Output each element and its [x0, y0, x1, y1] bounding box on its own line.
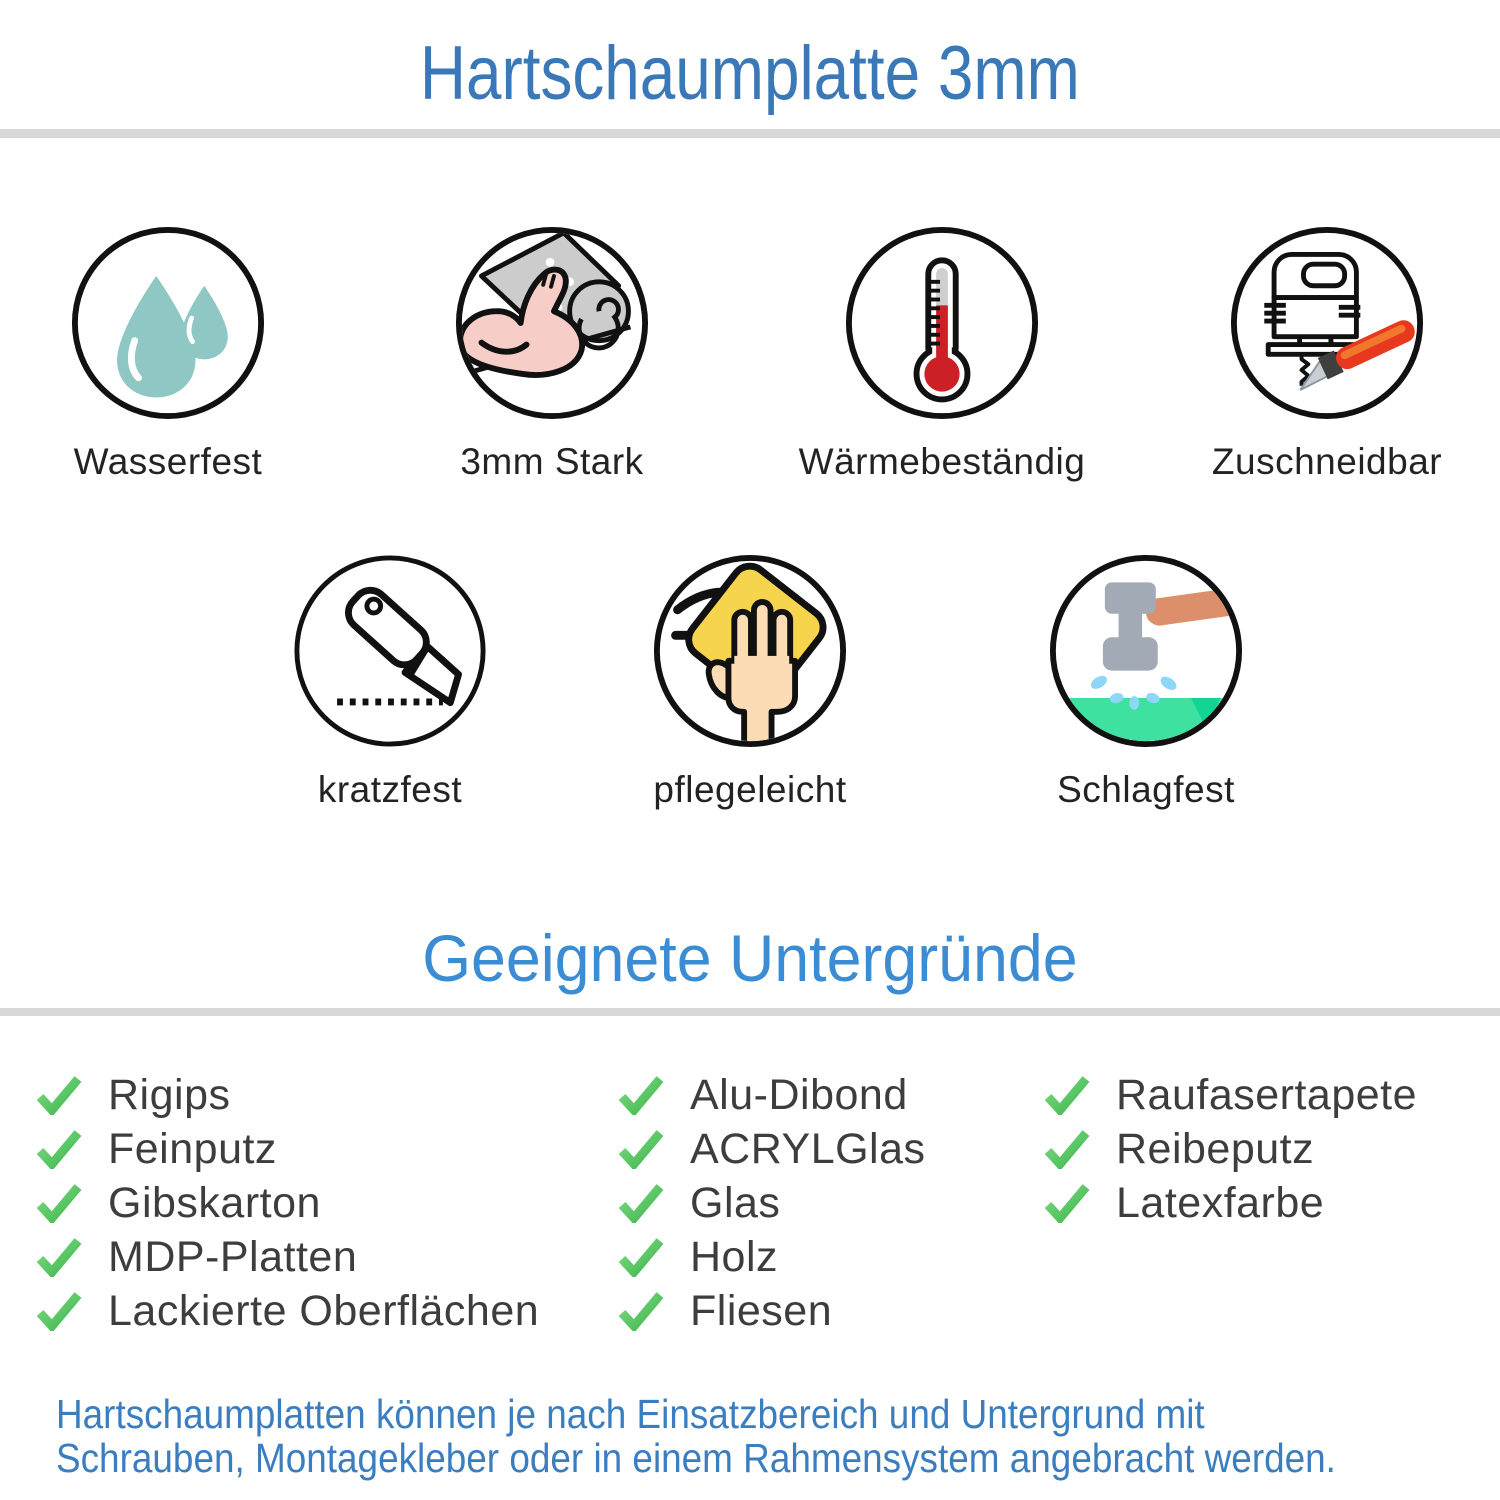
feature-3mm-stark — [392, 225, 712, 483]
substrate-column-3 — [1044, 1068, 1417, 1230]
page-title — [0, 30, 1500, 117]
check-icon — [36, 1075, 82, 1115]
check-icon — [36, 1183, 82, 1223]
check-icon — [1044, 1183, 1090, 1223]
feature-waermebestaendig — [782, 225, 1102, 483]
section-title-text: Geeignete Untergründe — [422, 921, 1078, 995]
feature-label: 3mm Stark — [460, 441, 644, 482]
divider — [0, 129, 1500, 138]
feature-label: Zuschneidbar — [1211, 441, 1443, 482]
muscle-arm-icon — [454, 225, 650, 421]
hammer-impact-icon — [1048, 553, 1244, 749]
substrate-item: Lackierte Oberflächen — [36, 1284, 539, 1338]
mounting-note-line2: Schrauben, Montagekleber oder in einem Rahmensystem angebracht werden. — [56, 1435, 1336, 1481]
substrate-item: Feinputz — [36, 1122, 539, 1176]
mounting-note — [56, 1392, 1336, 1480]
check-icon — [36, 1129, 82, 1169]
feature-label: Wärmebeständig — [798, 441, 1086, 482]
check-icon — [1044, 1075, 1090, 1115]
feature-wasserfest — [8, 225, 328, 483]
substrate-item: Gibskarton — [36, 1176, 539, 1230]
check-icon — [36, 1291, 82, 1331]
substrate-item: Fliesen — [618, 1284, 926, 1338]
cleaning-hand-icon — [652, 553, 848, 749]
feature-label: kratzfest — [317, 769, 463, 810]
check-icon — [618, 1291, 664, 1331]
feature-label: Wasserfest — [73, 441, 263, 482]
substrate-item: Holz — [618, 1230, 926, 1284]
substrate-column-2 — [618, 1068, 926, 1338]
feature-kratzfest — [230, 553, 550, 811]
feature-label: Schlagfest — [1057, 769, 1235, 810]
check-icon — [618, 1075, 664, 1115]
substrate-column-1 — [36, 1068, 539, 1338]
check-icon — [618, 1237, 664, 1277]
feature-zuschneidbar — [1167, 225, 1487, 483]
feature-pflegeleicht — [590, 553, 910, 811]
water-drops-icon — [70, 225, 266, 421]
check-icon — [618, 1129, 664, 1169]
feature-schlagfest — [986, 553, 1306, 811]
substrate-item: Raufasertapete — [1044, 1068, 1417, 1122]
substrate-item: Glas — [618, 1176, 926, 1230]
jigsaw-knife-icon — [1229, 225, 1425, 421]
substrate-item: ACRYLGlas — [618, 1122, 926, 1176]
feature-label: pflegeleicht — [653, 769, 847, 810]
substrate-item: Reibeputz — [1044, 1122, 1417, 1176]
substrate-item: Rigips — [36, 1068, 539, 1122]
utility-knife-icon — [292, 553, 488, 749]
check-icon — [36, 1237, 82, 1277]
check-icon — [1044, 1129, 1090, 1169]
substrate-item: Alu-Dibond — [618, 1068, 926, 1122]
substrate-item: MDP-Platten — [36, 1230, 539, 1284]
divider — [0, 1008, 1500, 1016]
check-icon — [618, 1183, 664, 1223]
thermometer-icon — [844, 225, 1040, 421]
page-title-text: Hartschaumplatte 3mm — [420, 31, 1080, 116]
section-title-untergruende — [0, 920, 1500, 996]
substrate-item: Latexfarbe — [1044, 1176, 1417, 1230]
mounting-note-line1: Hartschaumplatten können je nach Einsatzbereich und Untergrund mit — [56, 1391, 1205, 1437]
